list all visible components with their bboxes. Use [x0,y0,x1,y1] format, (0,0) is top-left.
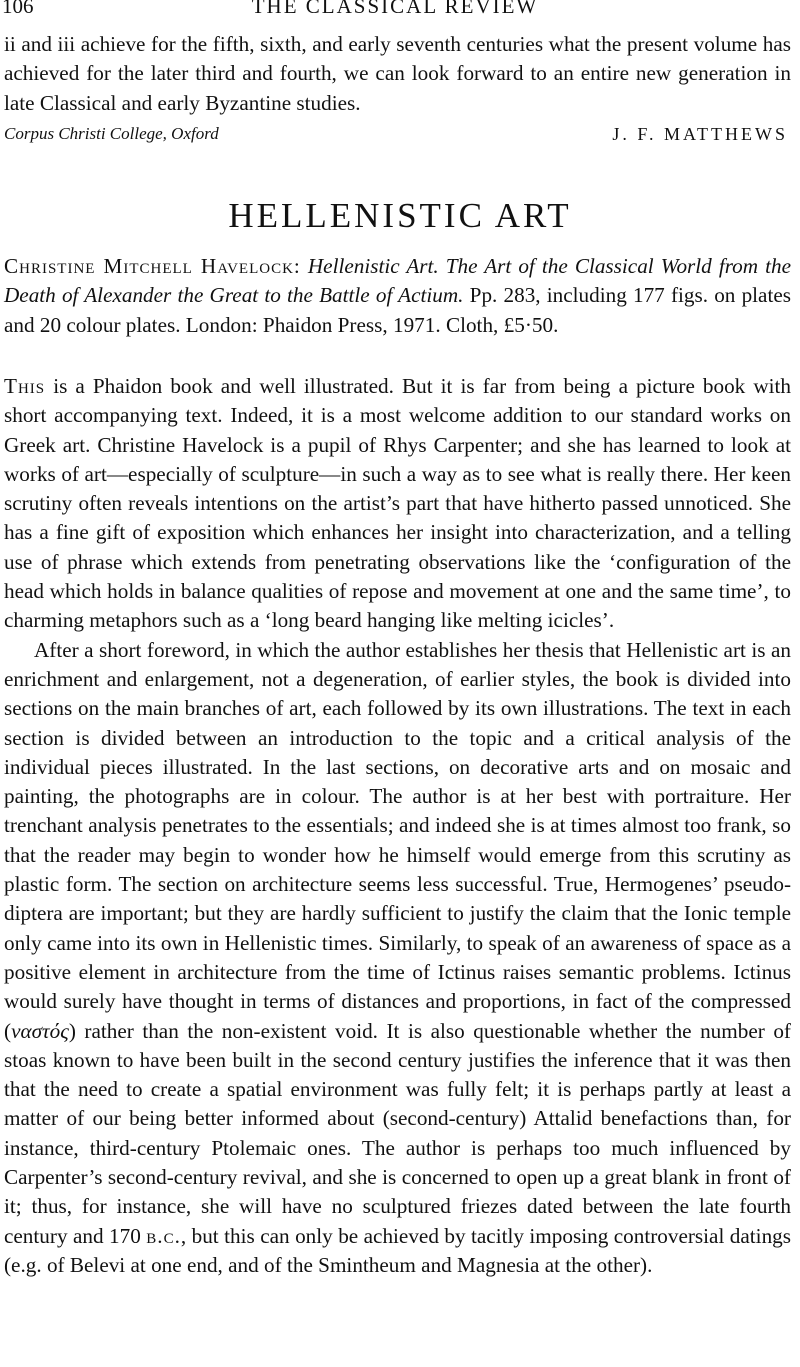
book-title: Hellenistic Art. The Art of the Classical World from the Death of Alexander the Great to the Battle of Actium. [4,254,791,308]
book-author: Christine Mitchell Havelock: [4,254,301,278]
paragraph-text: , but this can only be achieved by tacitly imposing controversial datings (e.g. of Belevi at one end, and of the Smintheum and Magnesia at the other). [4,1223,791,1277]
article-title: HELLENISTIC ART [228,196,572,235]
review-paragraph [4,372,791,636]
journal-title: THE CLASSICAL REVIEW [251,0,539,18]
era-abbreviation: b.c. [146,1223,181,1248]
paragraph-text: is a Phaidon book and well illustrated. But it is far from being a picture book with short accompanying text. Indeed, it is a most welcome addition to our standard works on Greek art. Christine Havelock is a pupil of Rhys Carpenter; and she has learned to look at works of art—especially of sculpture—in such a way as to see what is really there. Her keen scrutiny often reveals intentions on the artist’s part that have hitherto passed unnoticed. She has a fine gift of exposition which enhances her insight into characterization, and a telling use of phrase which extends from penetrating observations like the ‘configuration of the head which holds in balance qualities of repose and movement at one and the same time’, to charming metaphors such as a ‘long beard hanging like melting icicles’. [4,374,791,633]
reviewer-name: J. F. MATTHEWS [612,124,788,144]
paragraph-text: ) rather than the non-existent void. It is also questionable whether the number of stoas known to have been built in the second century justifies the inference that it was then that the need to create a spatial environment was fully felt; it is perhaps partly at least a matter of our being better informed about (second-century) Attalid benefactions than, for instance, third-century Ptolemaic ones. The author is perhaps too much influenced by Carpenter’s second-century revival, and she is concerned to open up a great blank in front of it; thus, for instance, she will have no sculptured friezes dated between the late fourth century and 170 [4,1018,791,1248]
running-head [0,0,790,18]
previous-review-paragraph: ii and iii achieve for the fifth, sixth, and early seventh centuries what the present volume has achieved for the later third and fourth, we can look forward to an entire new generation in late Classical and early Byzantine studies. [4,32,791,115]
reviewer-institution: Corpus Christi College, Oxford [4,124,219,143]
previous-review-conclusion [4,30,791,118]
review-paragraph [4,636,791,1281]
book-details: Pp. 283, including 177 figs. on plates and 20 colour plates. London: Phaidon Press, 1971. Cloth, £5·50. [4,283,791,337]
greek-term: ναστός [11,1018,69,1043]
paragraph-lead-word: This [4,374,46,398]
paragraph-text: After a short foreword, in which the author establishes her thesis that Hellenistic art is an enrichment and enlargement, not a degeneration, of earlier styles, the book is divided into sections on the main branches of art, each followed by its own illustrations. The text in each section is divided between an introduction to the topic and a critical analysis of the individual pieces illustrated. In the last sections, on decorative arts and on mosaic and painting, the photographs are in colour. The author is at her best with portraiture. Her trenchant analysis penetrates to the essentials; and indeed she is at times almost too frank, so that the reader may begin to wonder how he himself would emerge from this scrutiny as plastic form. The section on architecture seems less successful. True, Hermogenes’ pseudo-diptera are important; but they are hardly sufficient to justify the claim that the Ionic temple only came into its own in Hellenistic times. Similarly, to speak of an awareness of space as a positive element in architecture from the time of Ictinus raises semantic problems. Ictinus would surely have thought in terms of distances and proportions, in fact of the compressed ( [4,637,791,1043]
review-body [4,372,791,1280]
previous-review-signature [4,124,788,152]
page-number: 106 [2,0,34,18]
book-citation [4,252,791,340]
